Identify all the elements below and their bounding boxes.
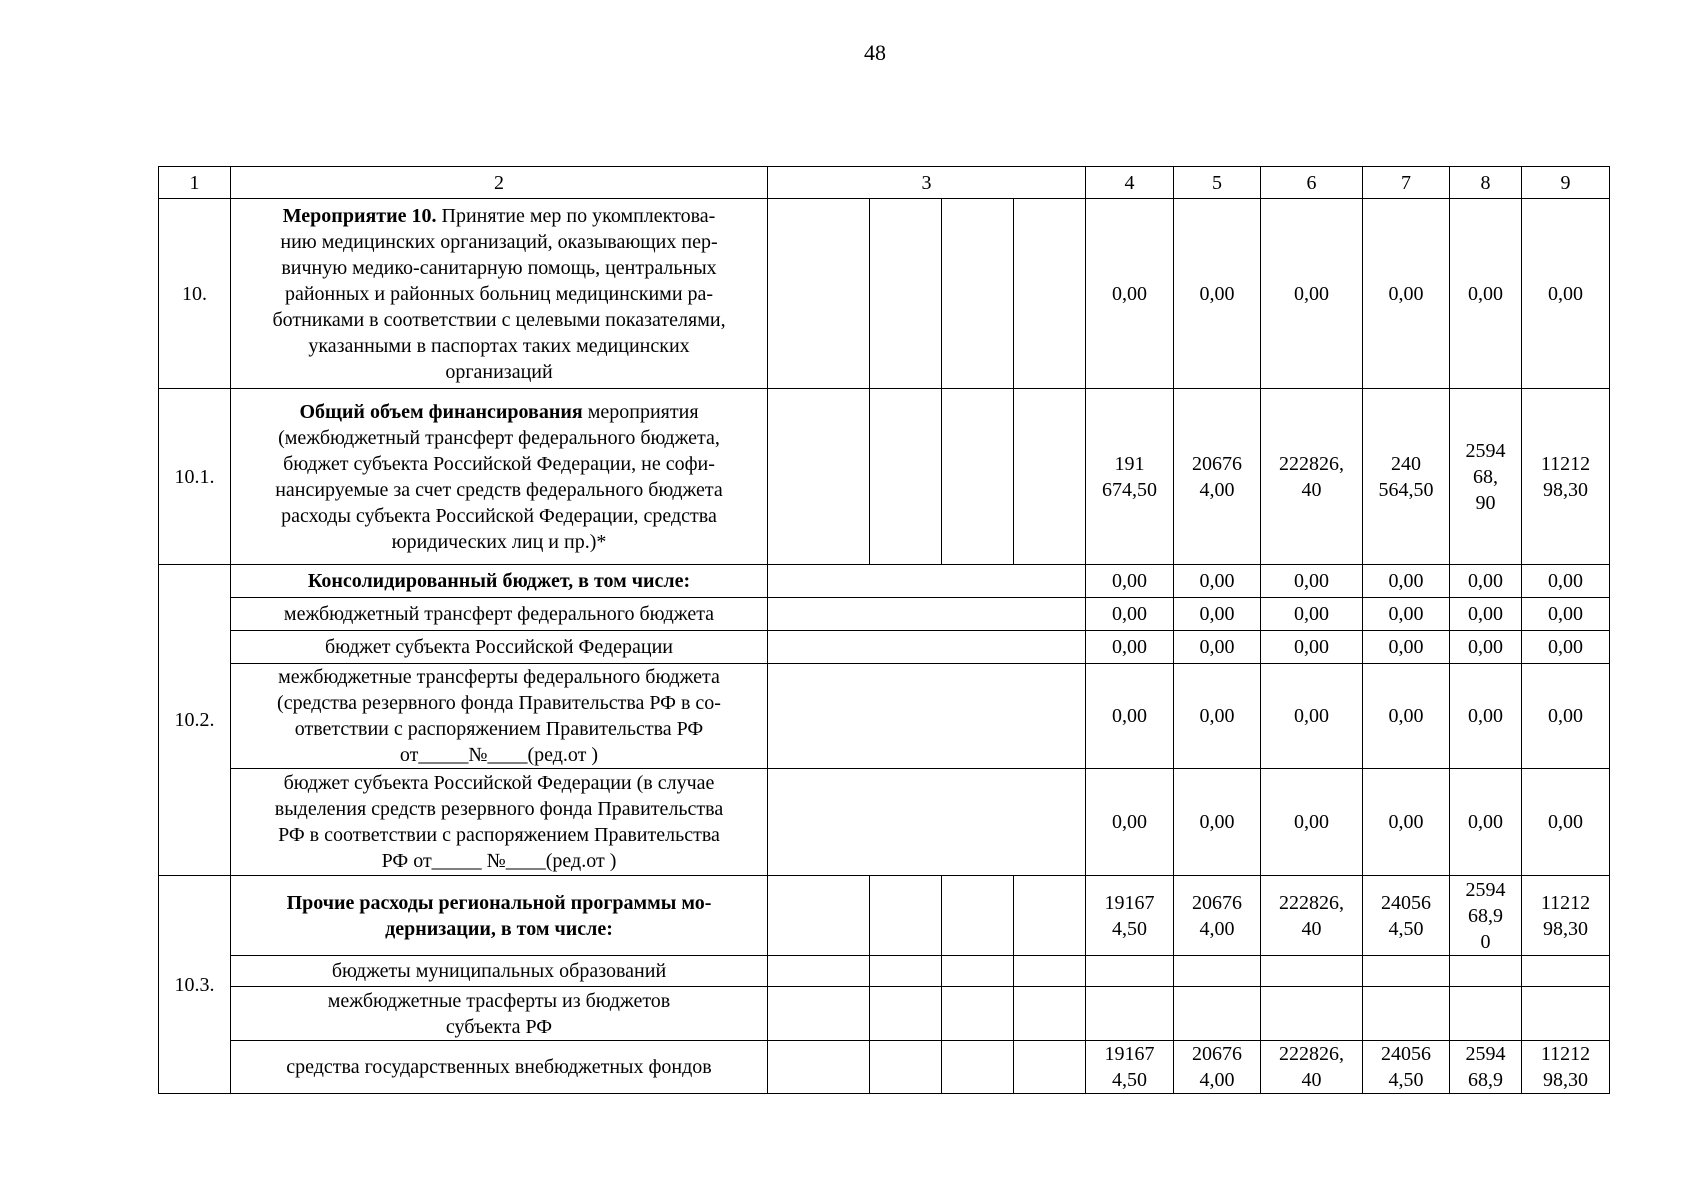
financing-table [158, 166, 1610, 1094]
row-number: 10. [159, 199, 231, 389]
value-cell: 24056 4,50 [1363, 876, 1450, 956]
reserve-transfers-label: межбюджетные трансферты федерального бюджета (средства резервного фонда Правительства РФ в со- ответствии с распоряжением Правительства РФ от_____№____(ред.от ) [231, 664, 768, 769]
value-cell: 2594 68,9 0 [1450, 876, 1522, 956]
empty-cell [1014, 389, 1086, 565]
measure-description [231, 199, 768, 389]
table-row [159, 956, 1610, 987]
empty-cell [768, 769, 1086, 876]
empty-cell [942, 199, 1014, 389]
value-cell: 20676 4,00 [1174, 1041, 1261, 1094]
empty-cell [1086, 987, 1174, 1041]
table-row [159, 769, 1610, 876]
empty-cell [768, 987, 870, 1041]
empty-cell [870, 389, 942, 565]
value-cell: 20676 4,00 [1174, 876, 1261, 956]
value-cell: 0,00 [1086, 664, 1174, 769]
empty-cell [1014, 199, 1086, 389]
value-cell: 0,00 [1450, 631, 1522, 664]
header-cell-7: 7 [1363, 167, 1450, 199]
empty-cell [768, 876, 870, 956]
value-cell: 0,00 [1522, 769, 1610, 876]
empty-cell [1261, 956, 1363, 987]
value-cell: 19167 4,50 [1086, 876, 1174, 956]
empty-cell [1450, 956, 1522, 987]
header-cell-6: 6 [1261, 167, 1363, 199]
empty-cell [942, 389, 1014, 565]
empty-cell [768, 598, 1086, 631]
value-cell: 2594 68,9 [1450, 1041, 1522, 1094]
value-cell: 0,00 [1174, 769, 1261, 876]
value-cell: 0,00 [1450, 598, 1522, 631]
measure-text: Принятие мер по укомплектова- нию медицинских организаций, оказывающих пер- вичную медико-санитарную помощь, центральных районных и районных больниц медицинскими ра- ботниками в соответствии с целевыми показателями, указанными в паспортах таких медицинских организаций [272, 204, 726, 383]
value-cell: 0,00 [1363, 598, 1450, 631]
empty-cell [1363, 956, 1450, 987]
subject-reserve-label: бюджет субъекта Российской Федерации (в случае выделения средств резервного фонда Правительства РФ в соответствии с распоряжением Правительства РФ от_____ №____(ред.от ) [231, 769, 768, 876]
table-row [159, 664, 1610, 769]
value-cell: 0,00 [1450, 565, 1522, 598]
value-cell: 0,00 [1261, 565, 1363, 598]
value-cell: 11212 98,30 [1522, 389, 1610, 565]
empty-cell [870, 876, 942, 956]
empty-cell [1522, 956, 1610, 987]
empty-cell [768, 389, 870, 565]
value-cell: 0,00 [1261, 769, 1363, 876]
value-cell: 2594 68, 90 [1450, 389, 1522, 565]
empty-cell [1014, 987, 1086, 1041]
empty-cell [1014, 1041, 1086, 1094]
empty-cell [942, 987, 1014, 1041]
subject-transfers-label: межбюджетные трасферты из бюджетов субъекта РФ [231, 987, 768, 1041]
value-cell: 0,00 [1363, 631, 1450, 664]
header-cell-2: 2 [231, 167, 768, 199]
empty-cell [768, 664, 1086, 769]
table-row [159, 1041, 1610, 1094]
value-cell: 11212 98,30 [1522, 876, 1610, 956]
empty-cell [768, 199, 870, 389]
value-cell: 0,00 [1086, 631, 1174, 664]
page-number: 48 [864, 40, 886, 65]
empty-cell [870, 199, 942, 389]
empty-cell [1522, 987, 1610, 1041]
header-cell-3: 3 [768, 167, 1086, 199]
empty-cell [870, 987, 942, 1041]
offbudget-funds-label: средства государственных внебюджетных фондов [231, 1041, 768, 1094]
value-cell: 0,00 [1086, 769, 1174, 876]
value-cell: 0,00 [1174, 631, 1261, 664]
empty-cell [768, 956, 870, 987]
value-cell: 0,00 [1174, 565, 1261, 598]
table-row [159, 199, 1610, 389]
empty-cell [1174, 956, 1261, 987]
federal-transfer-label: межбюджетный трансферт федерального бюджета [231, 598, 768, 631]
empty-cell [1261, 987, 1363, 1041]
value-cell: 0,00 [1174, 664, 1261, 769]
total-financing-text: мероприятия (межбюджетный трансферт федерального бюджета, бюджет субъекта Российской Федерации, не софи- нансируемые за счет средств федерального бюджета расходы субъекта Российской Федерации, средства юридических лиц и пр.)* [275, 400, 723, 553]
header-row [159, 167, 1610, 199]
value-cell: 11212 98,30 [1522, 1041, 1610, 1094]
value-cell: 0,00 [1086, 199, 1174, 389]
value-cell: 240 564,50 [1363, 389, 1450, 565]
table-row [159, 987, 1610, 1041]
header-cell-8: 8 [1450, 167, 1522, 199]
empty-cell [870, 956, 942, 987]
value-cell: 0,00 [1363, 664, 1450, 769]
value-cell: 0,00 [1086, 565, 1174, 598]
municipal-budgets-label: бюджеты муниципальных образований [231, 956, 768, 987]
value-cell: 0,00 [1522, 199, 1610, 389]
header-cell-4: 4 [1086, 167, 1174, 199]
value-cell: 0,00 [1261, 598, 1363, 631]
empty-cell [768, 631, 1086, 664]
value-cell: 0,00 [1174, 199, 1261, 389]
value-cell: 0,00 [1450, 769, 1522, 876]
value-cell: 0,00 [1086, 598, 1174, 631]
value-cell: 0,00 [1363, 565, 1450, 598]
value-cell: 222826, 40 [1261, 1041, 1363, 1094]
value-cell: 191 674,50 [1086, 389, 1174, 565]
value-cell: 0,00 [1522, 565, 1610, 598]
empty-cell [1174, 987, 1261, 1041]
total-financing-description [231, 389, 768, 565]
value-cell: 0,00 [1450, 199, 1522, 389]
empty-cell [1086, 956, 1174, 987]
table-row [159, 565, 1610, 598]
value-cell: 222826, 40 [1261, 876, 1363, 956]
value-cell: 20676 4,00 [1174, 389, 1261, 565]
value-cell: 0,00 [1261, 199, 1363, 389]
value-cell: 222826, 40 [1261, 389, 1363, 565]
header-cell-9: 9 [1522, 167, 1610, 199]
value-cell: 0,00 [1522, 598, 1610, 631]
row-number: 10.3. [159, 876, 231, 1094]
empty-cell [942, 876, 1014, 956]
empty-cell [1014, 956, 1086, 987]
header-cell-5: 5 [1174, 167, 1261, 199]
empty-cell [870, 1041, 942, 1094]
other-expenses-label: Прочие расходы региональной программы мо- дернизации, в том числе: [231, 876, 768, 956]
empty-cell [942, 1041, 1014, 1094]
table-row [159, 876, 1610, 956]
value-cell: 0,00 [1363, 769, 1450, 876]
subject-budget-label: бюджет субъекта Российской Федерации [231, 631, 768, 664]
measure-title: Мероприятие 10. [282, 204, 437, 227]
value-cell: 0,00 [1522, 664, 1610, 769]
row-number: 10.1. [159, 389, 231, 565]
empty-cell [1014, 876, 1086, 956]
value-cell: 0,00 [1450, 664, 1522, 769]
empty-cell [1363, 987, 1450, 1041]
consolidated-budget-label: Консолидированный бюджет, в том числе: [231, 565, 768, 598]
header-cell-1: 1 [159, 167, 231, 199]
value-cell: 19167 4,50 [1086, 1041, 1174, 1094]
value-cell: 0,00 [1261, 631, 1363, 664]
empty-cell [942, 956, 1014, 987]
row-number: 10.2. [159, 565, 231, 876]
value-cell: 0,00 [1363, 199, 1450, 389]
value-cell: 0,00 [1261, 664, 1363, 769]
empty-cell [1450, 987, 1522, 1041]
table-row [159, 631, 1610, 664]
table-row [159, 598, 1610, 631]
total-financing-title: Общий объем финансирования [299, 400, 583, 423]
value-cell: 0,00 [1174, 598, 1261, 631]
value-cell: 0,00 [1522, 631, 1610, 664]
table-row [159, 389, 1610, 565]
empty-cell [768, 1041, 870, 1094]
value-cell: 24056 4,50 [1363, 1041, 1450, 1094]
empty-cell [768, 565, 1086, 598]
